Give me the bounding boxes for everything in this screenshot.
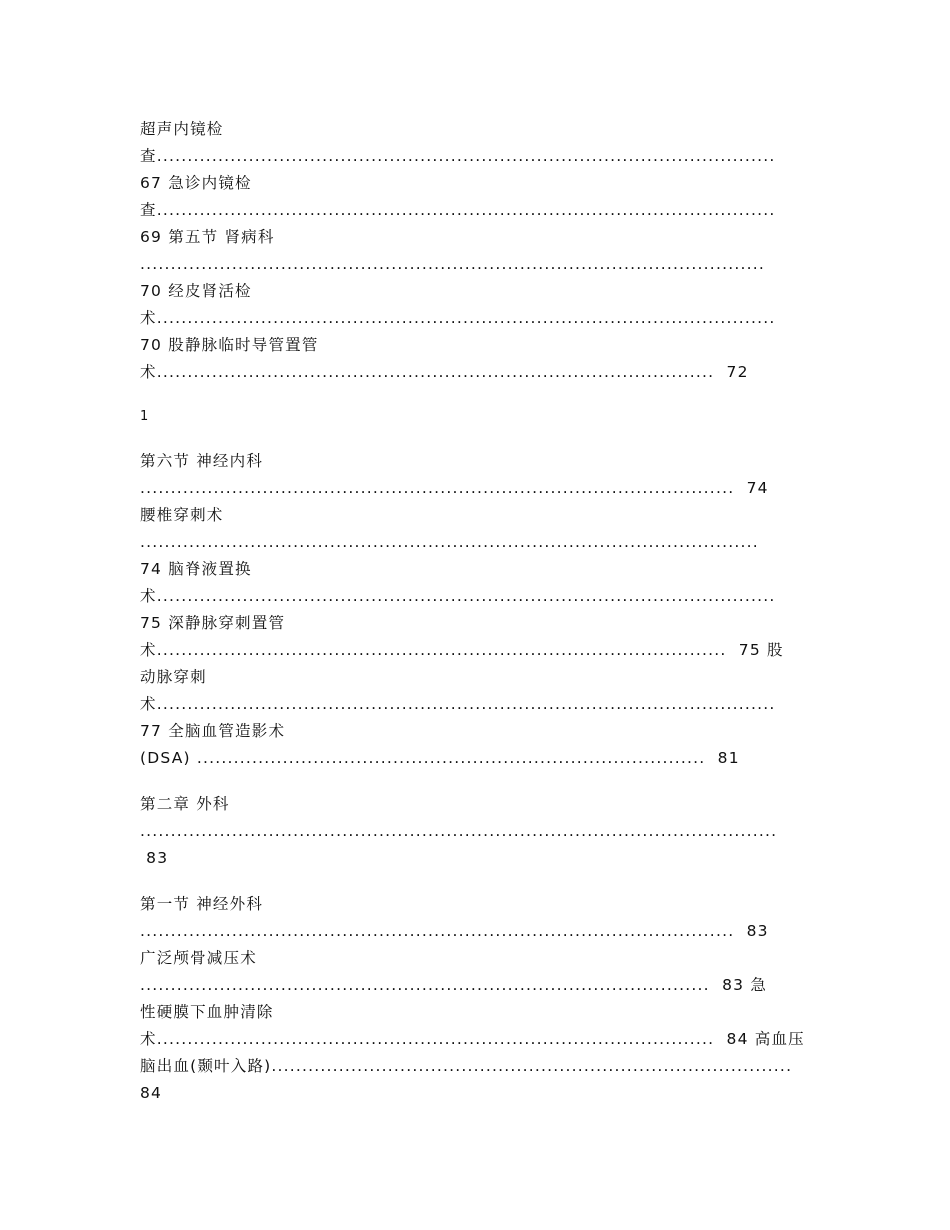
toc-line: 第六节 神经内科 — [140, 452, 264, 470]
toc-line: 查..................................................................................................... — [140, 147, 776, 165]
toc-line: 脑出血(颞叶入路)..................................................................................... — [140, 1057, 793, 1075]
toc-line: 术............................................................................................. 75 股 — [140, 641, 784, 659]
toc-line: 术..................................................................................................... — [140, 309, 776, 327]
toc-line: (DSA) ................................................................................... 81 — [140, 749, 740, 767]
toc-line: 第一节 神经外科 — [140, 895, 264, 913]
toc-line: 70 股静脉临时导管置管 — [140, 336, 319, 354]
toc-line: ................................................................................................. 74 — [140, 479, 769, 497]
toc-line: 67 急诊内镜检 — [140, 174, 252, 192]
toc-line: 术..................................................................................................... — [140, 587, 776, 605]
toc-line: 术..................................................................................................... — [140, 695, 776, 713]
toc-line: ...................................................................................................... — [140, 255, 765, 273]
toc-line: 查..................................................................................................... — [140, 201, 776, 219]
toc-line: 术........................................................................................... 84 高血压 — [140, 1030, 805, 1048]
toc-line: ........................................................................................................ — [140, 822, 778, 840]
toc-line: ................................................................................................. 83 — [140, 922, 769, 940]
toc-line: ............................................................................................. 83 急 — [140, 976, 768, 994]
toc-line: ..................................................................................................... — [140, 533, 759, 551]
toc-line: 广泛颅骨减压术 — [140, 949, 257, 967]
toc-line: 77 全脑血管造影术 — [140, 722, 286, 740]
toc-line: 术........................................................................................... 72 — [140, 363, 749, 381]
toc-line: 69 第五节 肾病科 — [140, 228, 275, 246]
page-number: 1 — [140, 409, 150, 424]
toc-line: 83 — [140, 849, 169, 867]
toc-line: 70 经皮肾活检 — [140, 282, 252, 300]
toc-line: 84 — [140, 1084, 163, 1102]
toc-line: 74 脑脊液置换 — [140, 560, 252, 578]
toc-line: 75 深静脉穿刺置管 — [140, 614, 286, 632]
toc-line: 动脉穿刺 — [140, 668, 207, 686]
toc-line: 超声内镜检 — [140, 120, 224, 138]
toc-line: 第二章 外科 — [140, 795, 230, 813]
toc-line: 性硬膜下血肿清除 — [140, 1003, 274, 1021]
toc-line: 腰椎穿刺术 — [140, 506, 224, 524]
